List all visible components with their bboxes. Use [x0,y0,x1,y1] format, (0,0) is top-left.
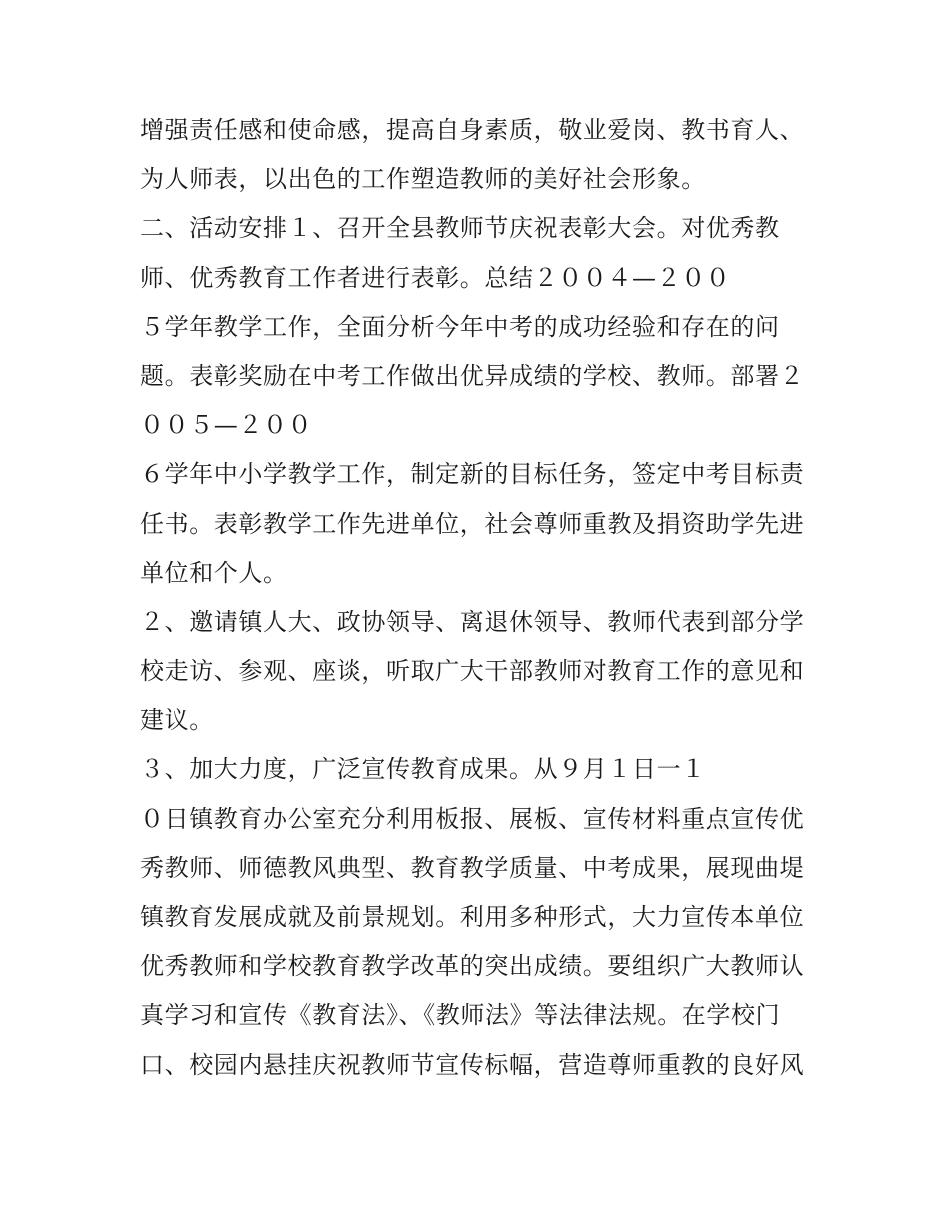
text-line-7: ００５—２００ [140,411,313,440]
text-line-15: ０日镇教育办公室充分利用板报、展板、宣传材料重点宣传优 [140,804,805,833]
text-line-9: 任书。表彰教学工作先进单位，社会尊师重教及捐资助学先进 [140,509,805,538]
text-line-3: 二、活动安排１、召开全县教师节庆祝表彰大会。对优秀教 [140,214,780,243]
text-line-20: 口、校园内悬挂庆祝教师节宣传标幅，营造尊师重教的良好风 [140,1050,805,1079]
text-line-11: ２、邀请镇人大、政协领导、离退休领导、教师代表到部分学 [140,607,805,636]
text-line-18: 优秀教师和学校教育教学改革的突出成绩。要组织广大教师认 [140,952,805,981]
text-line-1: 增强责任感和使命感，提高自身素质，敬业爱岗、教书育人、 [140,116,805,144]
text-line-14: ３、加大力度，广泛宣传教育成果。从９月１日一１ [140,755,706,784]
text-line-12: 校走访、参观、座谈，听取广大干部教师对教育工作的意见和 [140,657,805,686]
text-line-10: 单位和个人。 [140,558,288,587]
text-line-5: ５学年教学工作，全面分析今年中考的成功经验和存在的问 [140,312,780,341]
text-line-16: 秀教师、师德教风典型、教育教学质量、中考成果，展现曲堤 [140,853,805,882]
text-line-8: ６学年中小学教学工作，制定新的目标任务，签定中考目标责 [140,460,805,489]
document-body [140,106,830,1090]
text-line-17: 镇教育发展成就及前景规划。利用多种形式，大力宣传本单位 [140,903,805,931]
text-line-2: 为人师表，以出色的工作塑造教师的美好社会形象。 [140,165,706,194]
text-line-19: 真学习和宣传《教育法》、《教师法》等法律法规。在学校门 [140,1001,781,1030]
text-line-6: 题。表彰奖励在中考工作做出优异成绩的学校、教师。部署２ [140,361,805,390]
text-line-4: 师、优秀教育工作者进行表彰。总结２００４—２００ [140,263,731,292]
text-line-13: 建议。 [140,706,214,735]
